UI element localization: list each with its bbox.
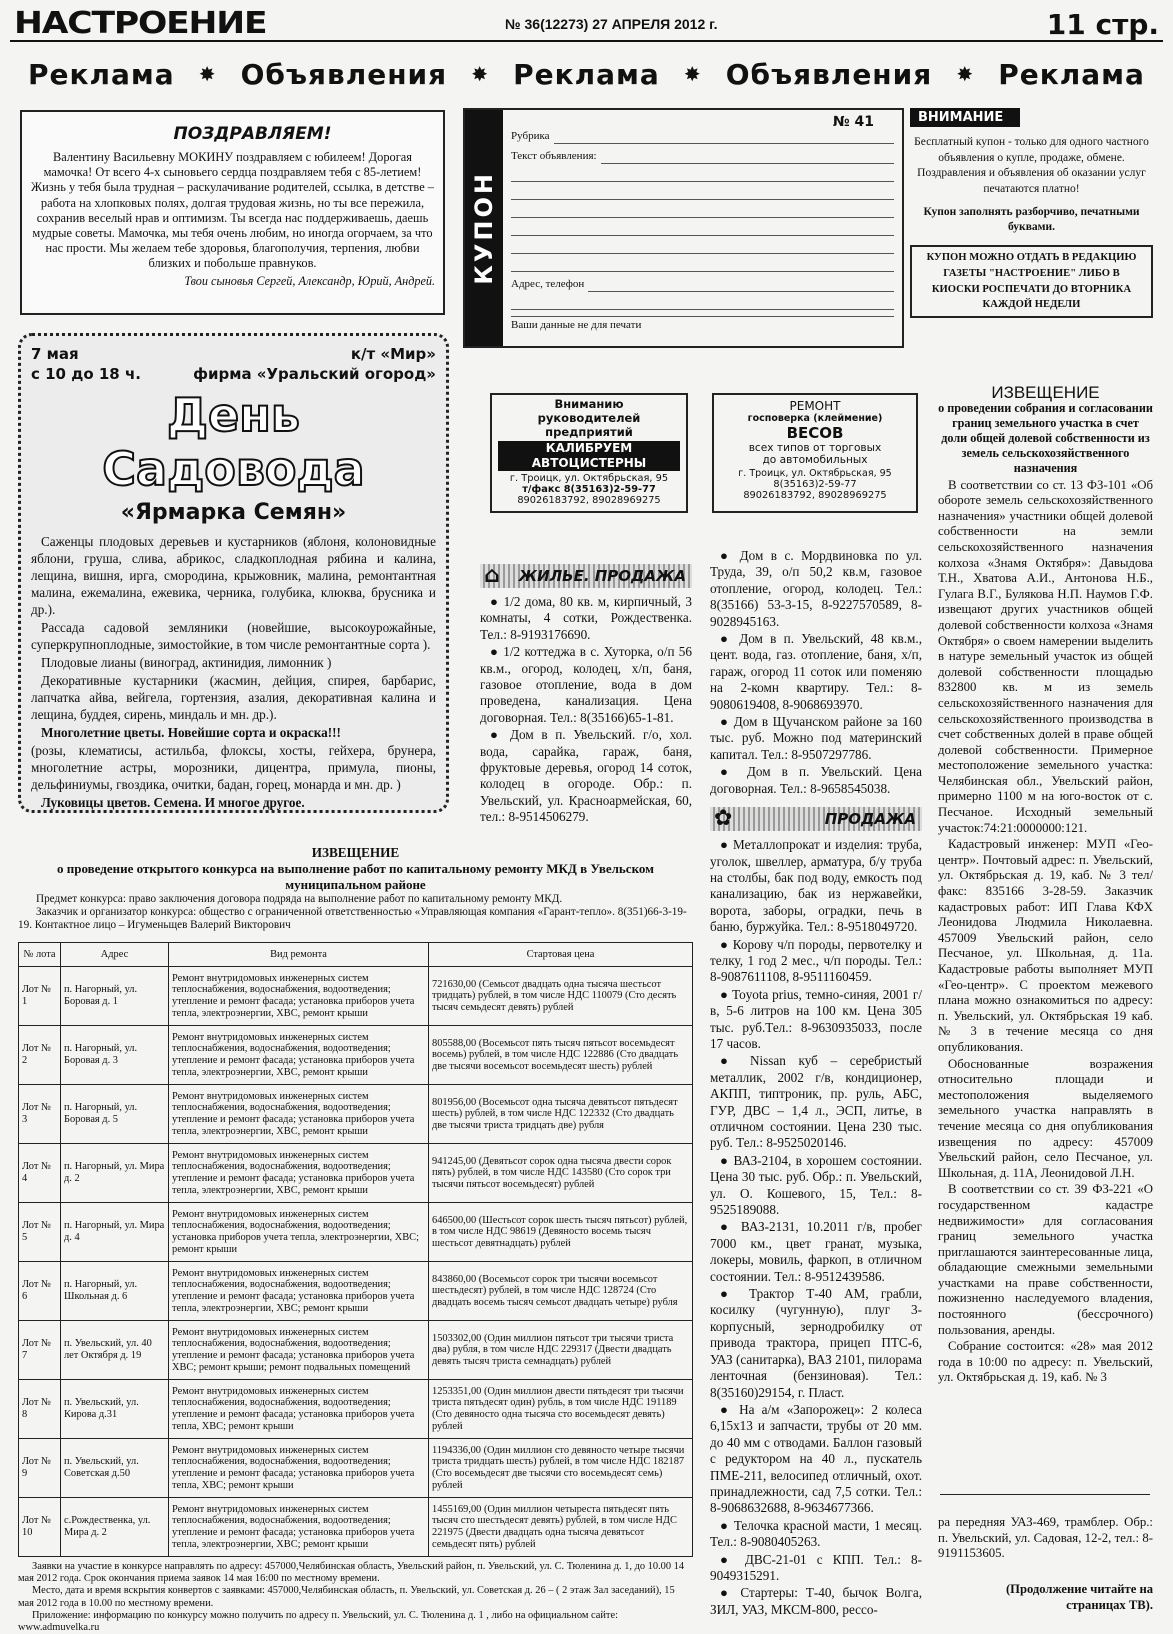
lot-price: 1455169,00 (Один миллион четыреста пятьдесят пять тысяч сто шестьдесят девять) рублей, в том числе НДС 221975 (Двести двадцать одна тысяча девятьсот семьдесят пять) рублей: [429, 1498, 693, 1557]
ad1-line: 89026183792, 89028969275: [517, 495, 661, 506]
lot-number: Лот № 5: [19, 1203, 61, 1262]
lot-address: п. Нагорный, ул. Школьная д. 6: [61, 1262, 169, 1321]
col-address: Адрес: [61, 943, 169, 967]
tender-footer: Место, дата и время вскрытия конвертов с заявками: 457000,Челябинская область, п. Увельский, ул. Советская д. 26 – ( 2 этаж Зал заседаний), 15 мая 2012 года в 10.00 по местному времени.: [18, 1585, 675, 1609]
lot-repair: Ремонт внутридомовых инженерных систем теплоснабжения, водоснабжения, водоотведения; утепление и ремонт фасада; установка приборов учета тепла, электроэнергии, ХВС, ремонт крыши: [169, 1144, 429, 1203]
lot-address: с.Рождественка, ул. Мира д. 2: [61, 1498, 169, 1557]
lot-price: 805588,00 (Восемьсот пять тысяч пятьсот восемьдесят восемь) рублей, в том числе НДС 122886 (Сто двадцать две тысячи восемьсот восемьдесят шесть) рублей: [429, 1026, 693, 1085]
tender-footer: Приложение: информацию по конкурсу можно получить по адресу п. Увельский, ул. С. Тюленина д. 1 , либо на официальном сайте: www.admuvelka.ru: [18, 1609, 618, 1634]
ad2-line: 8(35163)2-59-77: [773, 479, 857, 490]
list-item: ● Телочка красной масти, 1 месяц. Тел.: 8-9080405263.: [710, 1517, 922, 1550]
house-icon: ⌂: [484, 562, 500, 588]
section-banner: [10, 46, 1163, 102]
lot-address: п. Нагорный, ул. Мира д. 2: [61, 1144, 169, 1203]
ad-text-line[interactable]: [511, 222, 894, 236]
notice-paragraph: Обоснованные возражения относительно площади и местоположения выделяемого земельного участка направлять в течение месяца со дня опубликования извещения по адресу: 457009 Увельский район, село Песчаное, ул. Школьная, д. 11А, Леонидовой Л.Н.: [938, 1056, 1153, 1180]
lot-price: 1253351,00 (Один миллион двести пятьдесят три тысячи триста пятьдесят один) рубль, в том числе НДС 191189 (Сто девяносто одна тысяча сто восемьдесят девять) рублей: [429, 1380, 693, 1439]
calibration-ad: [490, 393, 688, 513]
land-notice-column: [938, 385, 1153, 1387]
lot-address: п. Нагорный, ул. Мира д. 4: [61, 1203, 169, 1262]
garden-flowers: (розы, клематисы, астильба, флоксы, хосты, гейхера, брунера, многолетние астры, морозники, дицентра, примула, пионы, дельфиниумы, гвоздика, очитки, бадан, горец, монарда и мн. др. ): [31, 743, 436, 792]
table-row: [19, 1380, 693, 1439]
lot-number: Лот № 9: [19, 1439, 61, 1498]
lots-table: [18, 942, 693, 1557]
lot-price: 721630,00 (Семьсот двадцать одна тысяча шестьсот тридцать) рублей, в том числе НДС 110079 (Сто десять тысяч семьдесят девять) рублей: [429, 967, 693, 1026]
ad1-line: Вниманию: [554, 397, 624, 411]
lot-repair: Ремонт внутридомовых инженерных систем теплоснабжения, водоснабжения, водоотведения; утепление и ремонт фасада; установка приборов учета тепла, электроэнергии, ХВС, ремонт крыши: [169, 1085, 429, 1144]
address-field[interactable]: Адрес, телефон: [511, 278, 894, 292]
banner-word: Реклама: [513, 57, 660, 91]
list-item: ● Дом в Щучанском районе за 160 тыс. руб. Можно под материнский капитал. Тел.: 8-9507297786.: [710, 714, 922, 762]
garden-day-ad: [18, 333, 449, 813]
ad1-line: г. Троицк, ул. Октябрьская, 95: [509, 473, 669, 484]
tender-customer: Заказчик и организатор конкурса: общество с ограниченной ответственностью «Управляющая компания «Гарант-тепло». 8(351)66-3-19-19. Контактное лицо – Игуменьщев Валерий Викторович: [18, 906, 687, 931]
list-item: ● Nissan куб – серебристый металлик, 2002 г/в, кондиционер, АКПП, типтроник, пр. руль, АБС, ГУР, ДВС – 1,4 л., ЭСП, литье, в отличном состоянии. Цена 230 тыс. руб. Тел.: 8-9525020146.: [710, 1053, 922, 1151]
lot-repair: Ремонт внутридомовых инженерных систем теплоснабжения, водоснабжения, водоотведения; утепление и ремонт фасада; установка приборов учета тепла, ХВС; ремонт крыши: [169, 1439, 429, 1498]
table-row: [19, 1026, 693, 1085]
bullet-icon: ✸: [956, 62, 975, 86]
lot-address: п. Нагорный, ул. Боровая д. 5: [61, 1085, 169, 1144]
lot-number: Лот № 1: [19, 967, 61, 1026]
sale-icon: ✿: [714, 805, 733, 831]
garden-strawberry: Рассада садовой земляники (новейшие, высокоурожайные, суперкрупноплодные, зимостойкие, в том числе ремонтантные сорта ).: [31, 620, 436, 652]
congrats-block: [20, 110, 445, 315]
col-repair: Вид ремонта: [169, 943, 429, 967]
lot-price: 843860,00 (Восемьсот сорок три тысячи восемьсот шестьдесят) рублей, в том числе НДС 128724 (Сто двадцать восемь тысяч семьсот двадцать четыре) рубля: [429, 1262, 693, 1321]
banner-word: Объявления: [240, 57, 448, 91]
bullet-icon: ✸: [471, 62, 490, 86]
list-item: ● ВАЗ-2104, в хорошем состоянии. Цена 30 тыс. руб. Обр.: п. Увельский, ул. О. Кошевого, 15, Тел.: 8-9525189088.: [710, 1152, 922, 1218]
col-price: Стартовая цена: [429, 943, 693, 967]
table-row: [19, 1144, 693, 1203]
ad-text-line[interactable]: [511, 240, 894, 254]
ad2-line: всех типов от торговых до автомобильных: [748, 442, 882, 466]
ad1-line: т/факс 8(35163)2-59-77: [522, 484, 656, 495]
ad-text-line[interactable]: [511, 186, 894, 200]
garden-firm: фирма «Уральский огород»: [193, 365, 436, 383]
lot-price: 646500,00 (Шестьсот сорок шесть тысяч пятьсот) рублей, в том числе НДС 98619 (Девяносто восемь тысяч шестьсот девятнадцать) рублей: [429, 1203, 693, 1262]
notice-paragraph: В соответствии со ст. 13 ФЗ-101 «Об обороте земель сельскохозяйственного назначения» участники общей долевой собственности на земли сельскохозяйственного назначения колхоза «Знамя Октября»: Давыдова Т.Н., Хватова А.И., Антонова Н.Б., Гулага В.Г., Булякова Н.П. Наумов Г.Ф. извещают других участников общей долевой собственности колхоза «Знамя Октября» о своем намерении выделить в натуре земельный участок из общей долевой собственности площадью 832800 кв. м из земель сельскохозяйственного назначения для сельскохозяйственного производства в счет собственных долей в праве общей долевой собственности. Примерное местоположение земельного участка: Челябинская обл., Увельский район, примерно 1100 м на юго-восток от с. Песчаное. Исходный земельный участок:74:21:0000000:121.: [938, 477, 1153, 835]
ad-text-line[interactable]: [511, 168, 894, 182]
garden-place: к/т «Мир»: [350, 345, 436, 363]
congrats-text: Валентину Васильевну МОКИНУ поздравляем с юбилеем! Дорогая мамочка! От всего 4-х сыновьего сердца поздравляем тебя с 85-летием! Жизнь у тебя была трудная – раскулачивание родителей, ссылка, в детстве – работа на хлопковых полях, долгая трудовая жизнь, но ты все пережила, сохранив веселый нрав и оптимизм. Ты всегда нас поддерживаешь, даешь мудрые советы. Мамочка, мы тебя очень любим, но иногда огорчаем, за что нас прости. Мы желаем тебе здоровья, благополучия, терпения, любви близких и побольше правнуков.: [31, 150, 434, 271]
lot-repair: Ремонт внутридомовых инженерных систем теплоснабжения, водоснабжения, водоотведения; установка приборов учета тепла, электроэнергии, ХВС; ремонт крыши: [169, 1203, 429, 1262]
list-item: ● На а/м «Запорожец»: 2 колеса 6,15х13 и запчасти, трубы от 20 мм. до 40 мм с отводами. Баллон газовый с редуктором на 40 л., пускатель ПМЕ-211, велосипед отличный, охот. принадлежности, сад 7,5 сотки. Тел.: 8-9068632688, 8-9634677366.: [710, 1401, 922, 1516]
garden-date: 7 мая: [31, 345, 79, 363]
ad1-highlight: КАЛИБРУЕМ АВТОЦИСТЕРНЫ: [498, 441, 680, 471]
table-row: [19, 1439, 693, 1498]
rubric-field[interactable]: Рубрика: [511, 130, 894, 144]
continued-note: (Продолжение читайте на страницах ТВ).: [1005, 1582, 1153, 1612]
ad2-line: 89026183792, 89028969275: [743, 490, 887, 501]
bullet-icon: ✸: [683, 62, 702, 86]
ad-text-line[interactable]: [511, 258, 894, 272]
lot-number: Лот № 10: [19, 1498, 61, 1557]
tender-title: ИЗВЕЩЕНИЕ: [311, 845, 400, 860]
notice-paragraph: В соответствии со ст. 39 ФЗ-221 «О государственном кадастре недвижимости» для согласования границ земельного участка приглашаются заинтересованные лица, обладающие смежными земельными участками на праве собственности, пожизненно наследуемого владения, постоянного (бессрочного) пользования, аренды.: [938, 1182, 1153, 1337]
table-row: [19, 1203, 693, 1262]
lot-price: 941245,00 (Девятьсот сорок одна тысяча двести сорок пять) рублей, в том числе НДС 143580 (Сто сорок три тысячи пятьсот восемьдесят) рублей: [429, 1144, 693, 1203]
list-item: ● Металлопрокат и изделия: труба, уголок, швеллер, арматура, б/у труба на столбы, бак под воду, емкость под канализацию, бак из нержавейки, ворота, заборы, оградки, печь в баню, буржуйка. Тел.: 8-9518049720.: [710, 837, 922, 935]
tender-footer: Заявки на участие в конкурсе направлять по адресу: 457000,Челябинская область, Увельский район, п. Увельский, ул. С. Тюленина д. 1, до 10.00 14 мая 2012 года. Срок окончания приема заявок 14 мая 16:00 по местному времени.: [18, 1561, 685, 1585]
garden-saplings: Саженцы плодовых деревьев и кустарников (яблоня, колоновидные яблони, груша, слива, абрикос, сладкоплодная рябина и калина, лещина, вишня, ирга, смородина, крыжовник, малина, ремонтантная малина, ежемалина, ежевика, черника, голубика, клюква, брусника и др.).: [31, 534, 436, 617]
sale-header: ✿ ПРОДАЖА: [710, 807, 922, 831]
congrats-title: ПОЗДРАВЛЯЕМ!: [173, 124, 332, 144]
list-item: ● Стартеры: Т-40, бычок Волга, ЗИЛ, УАЗ, МКСМ-800, рессо-: [710, 1585, 922, 1617]
ad1-line: руководителей: [537, 411, 641, 425]
separator-line: [940, 1494, 1150, 1495]
address-line[interactable]: [511, 296, 894, 310]
list-item: ● ВАЗ-2131, 10.2011 г/в, пробег 7000 км., цвет гранат, музыка, локеры, мовиль, фаркоп, в отличном состоянии. Тел.: 8-9512439586.: [710, 1219, 922, 1284]
lot-number: Лот № 2: [19, 1026, 61, 1085]
list-item: ● 1/2 коттеджа в с. Хуторка, о/п 56 кв.м., огород, колодец, х/п, баня, газовое отопление, вода в дом проведена, канализация. Цена договорная. Тел.: 8(35166)65-1-81.: [480, 644, 692, 725]
garden-time: с 10 до 18 ч.: [31, 365, 141, 383]
lot-number: Лот № 6: [19, 1262, 61, 1321]
attention-block: [910, 108, 1153, 363]
list-item: ● Дом в с. Мордвиновка по ул. Труда, 39, о/п 50,2 кв.м, газовое отопление, огород, колодец. Тел.: 8(35166) 53-3-15, 8-9227570589, 8-9028945163.: [710, 548, 922, 629]
lot-address: п. Увельский, ул. Кирова д.31: [61, 1380, 169, 1439]
fill-note: Купон заполнять разборчиво, печатными буквами.: [923, 206, 1140, 233]
attention-text: Бесплатный купон - только для одного частного объявления о купле, продаже, обмене. Поздравления и объявления об оказании услуг печатаются платно!: [914, 136, 1149, 195]
lot-repair: Ремонт внутридомовых инженерных систем теплоснабжения, водоснабжения, водоотведения; утепление и ремонт фасада; установка приборов учета тепла, электроэнергии, ХВС, ремонт крыши: [169, 1026, 429, 1085]
housing-column: [480, 560, 692, 827]
land-notice-subtitle: о проведении собрания и согласовании границ земельного участка в счет доли общей долевой собственности из земель сельскохозяйственного назначения: [938, 400, 1153, 475]
tender-subject: Предмет конкурса: право заключения договора подряда на выполнение работ по капитальному ремонту МКД.: [36, 893, 563, 905]
tender-notice: [18, 845, 693, 1634]
garden-bulbs: Луковицы цветов. Семена. И многое другое.: [41, 795, 305, 810]
lot-repair: Ремонт внутридомовых инженерных систем теплоснабжения, водоснабжения, водоотведения; утепление и ремонт фасада; установка приборов учета тепла, электроэнергии, ХВС; ремонт крыши: [169, 1262, 429, 1321]
masthead: [10, 6, 1163, 42]
banner-word: Реклама: [998, 57, 1145, 91]
newspaper-name: НАСТРОЕНИЕ: [14, 6, 267, 41]
table-row: [19, 1498, 693, 1557]
lot-address: п. Увельский, ул. 40 лет Октября д. 19: [61, 1321, 169, 1380]
ad2-line: г. Троицк, ул. Октябрьская, 95: [738, 468, 892, 479]
ads-column: [710, 548, 922, 1619]
scales-repair-ad: [712, 393, 918, 513]
lot-address: п. Нагорный, ул. Боровая д. 1: [61, 967, 169, 1026]
table-row: [19, 1085, 693, 1144]
lot-price: 1194336,00 (Один миллион сто девяносто четыре тысячи триста тридцать шесть) рублей, в том числе НДС 182187 (Сто восемьдесят две тысячи сто восемьдесят семь) рублей: [429, 1439, 693, 1498]
issue-info: № 36(12273) 27 АПРЕЛЯ 2012 г.: [505, 16, 718, 32]
garden-lianas: Плодовые лианы (виноград, актинидия, лимонник ): [41, 655, 332, 670]
list-item: ● Дом в п. Увельский. г/о, хол. вода, сарайка, гараж, баня, фруктовые деревья, огород 14 соток, колодец в огороде. Обр.: п. Увельский, ул. Красноармейская, 60, тел.: 8-9514506279.: [480, 727, 692, 825]
ad2-line: ВЕСОВ: [786, 424, 844, 442]
garden-title: День Садовода: [102, 388, 365, 496]
notice-paragraph: Собрание состоится: «28» мая 2012 года в 10:00 по адресу: п. Увельский, ул. Октябрьская д. 19, каб. № 3: [938, 1339, 1153, 1385]
garden-shrubs: Декоративные кустарники (жасмин, дейция, спирея, барбарис, лапчатка айва, вейгела, гортензия, азалия, декоративная калина и лещина, буддея, сирень, миндаль и мн. др.).: [31, 673, 436, 722]
list-item: ● 1/2 дома, 80 кв. м, кирпичный, 3 комнаты, 4 сотки, Рождественка. Тел.: 8-9193176690.: [480, 594, 692, 642]
continued-ad: ра передняя УАЗ-469, трамблер. Обр.: п. Увельский, ул. Садовая, 12-2, тел.: 8-9191153605.: [938, 1515, 1153, 1561]
lot-repair: Ремонт внутридомовых инженерных систем теплоснабжения, водоснабжения, водоотведения; утепление и ремонт фасада; установка приборов учета тепла, ХВС; ремонт крыши: [169, 1380, 429, 1439]
col-lot: № лота: [19, 943, 61, 967]
lot-number: Лот № 8: [19, 1380, 61, 1439]
garden-perennials: Многолетние цветы. Новейшие сорта и окраска!!!: [41, 725, 341, 740]
lot-price: 801956,00 (Восемьсот одна тысяча девятьсот пятьдесят шесть) рублей, в том числе НДС 122332 (Сто двадцать две тысячи триста тридцать две) рубля: [429, 1085, 693, 1144]
coupon-side-label: КУПОН: [465, 110, 503, 346]
lot-repair: Ремонт внутридомовых инженерных систем теплоснабжения, водоснабжения, водоотведения; утепление и ремонт фасада; установка приборов учета тепла, электроэнергии, ХВС; ремонт крыши: [169, 1498, 429, 1557]
garden-subtitle: «Ярмарка Семян»: [120, 500, 347, 525]
list-item: ● Трактор Т-40 АМ, грабли, косилку (чугунную), плуг 3-корпусный, зернодробилку от привода трактора, прицеп ПТС-6, УАЗ (санитарка), ВАЗ 2101, пилорама ленточная (бензиновая). Тел.: 8(35160)29154, г. Пласт.: [710, 1286, 922, 1400]
tender-subtitle: о проведение открытого конкурса на выполнение работ по капитальному ремонту МКД в Увельском муниципальном районе: [56, 861, 655, 892]
table-row: [19, 1262, 693, 1321]
garden-header: [31, 344, 436, 384]
coupon-form: [463, 108, 904, 348]
lot-number: Лот № 7: [19, 1321, 61, 1380]
lot-price: 1503302,00 (Один миллион пятьсот три тысячи триста два) рубля, в том числе НДС 229317 (Двести двадцать девять тысяч триста семнадцать) рублей: [429, 1321, 693, 1380]
ad-text-line[interactable]: [511, 204, 894, 218]
list-item: ● Toyota prius, темно-синяя, 2001 г/в, 5-6 литров на 100 км. Цена 305 тыс. руб.Тел.: 8-9630935033, после 17 часов.: [710, 986, 922, 1051]
private-note: Ваши данные не для печати: [511, 316, 894, 331]
ad1-line: предприятий: [545, 425, 633, 439]
congrats-signature: Твои сыновья Сергей, Александр, Юрий, Андрей.: [184, 273, 435, 288]
housing-header: ⌂ ЖИЛЬЕ. ПРОДАЖА: [480, 564, 692, 588]
lot-repair: Ремонт внутридомовых инженерных систем теплоснабжения, водоснабжения, водоотведения; утепление и ремонт фасада; установка приборов учета тепла, электроэнергии, ХВС, ремонт крыши: [169, 967, 429, 1026]
land-notice-title: ИЗВЕЩЕНИЕ: [991, 383, 1100, 402]
lot-repair: Ремонт внутридомовых инженерных систем теплоснабжения, водоснабжения, водоотведения; утепление и ремонт фасада; установка приборов учета ХВС; ремонт крыши; ремонт подвальных помещений: [169, 1321, 429, 1380]
table-row: [19, 1321, 693, 1380]
ad2-line: госповерка (клеймение): [747, 413, 883, 424]
list-item: ● Дом в п. Увельский, 48 кв.м., цент. вода, газ. отопление, баня, х/п, гараж, огород 11 соток или поменяю на 2-комн квартиру. Тел.: 8-9080619408, 8-9068693970.: [710, 631, 922, 712]
list-item: ● Корову ч/п породы, первотелку и телку, 1 год 2 мес., ч/п породы. Тел.: 8-9087611108, 8-9511160459.: [710, 936, 922, 985]
ad2-line: РЕМОНТ: [789, 399, 841, 413]
lot-address: п. Нагорный, ул. Боровая д. 3: [61, 1026, 169, 1085]
table-row: [19, 967, 693, 1026]
page-number: 11 стр.: [1046, 8, 1159, 41]
banner-word: Реклама: [28, 57, 175, 91]
ad-text-field[interactable]: Текст объявления:: [511, 150, 894, 164]
attention-title: ВНИМАНИЕ: [910, 108, 1020, 127]
banner-word: Объявления: [725, 57, 933, 91]
coupon-number: № 41: [832, 114, 874, 130]
notice-paragraph: Кадастровый инженер: МУП «Гео-центр». Почтовый адрес: п. Увельский, ул. Октябрьская д. 19, каб. № 3 тел/факс: 835166 3-28-59. Заказчик кадастровых работ: ИП Глава КФХ Леонидова Людмила Николаевна. 457009 Увельский район, село Песчаное, ул. Школьная, д. 11а. Кадастровые работы выполняет МУП «Гео-центр». С проектом межевого плана можно ознакомиться по адресу: п. Увельский, ул. Октябрьская 19 каб. № 3 в течение месяца со дня опубликования.: [938, 837, 1153, 1054]
list-item: ● Дом в п. Увельский. Цена договорная. Тел.: 8-9658545038.: [710, 764, 922, 796]
hand-in-note: КУПОН МОЖНО ОТДАТЬ В РЕДАКЦИЮ ГАЗЕТЫ "НАСТРОЕНИЕ" ЛИБО В КИОСКИ РОСПЕЧАТИ ДО ВТОРНИКА КАЖДОЙ НЕДЕЛИ: [910, 245, 1153, 318]
lot-number: Лот № 3: [19, 1085, 61, 1144]
list-item: ● ДВС-21-01 с КПП. Тел.: 8-9049315291.: [710, 1551, 922, 1583]
bullet-icon: ✸: [198, 62, 217, 86]
lot-address: п. Увельский, ул. Советская д.50: [61, 1439, 169, 1498]
lot-number: Лот № 4: [19, 1144, 61, 1203]
